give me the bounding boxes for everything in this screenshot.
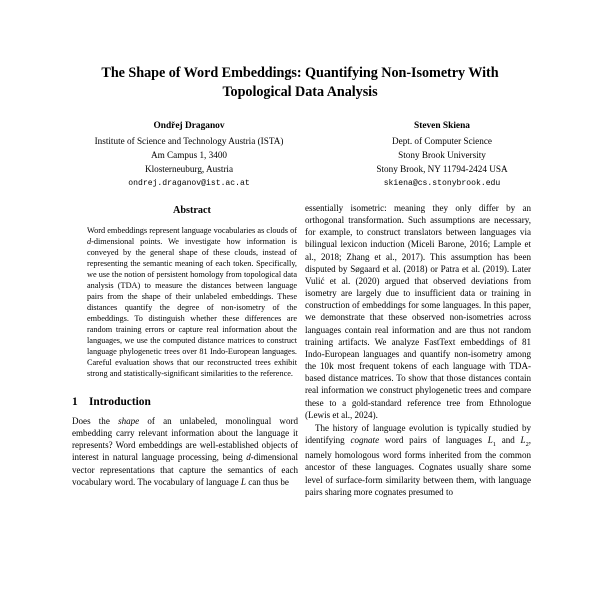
column-left: [72, 202, 298, 600]
page-title: The Shape of Word Embeddings: Quantifying Non-Isometry With Topological Data Analysis: [101, 65, 499, 100]
author-entry-0: [47, 119, 331, 190]
body-columns: [0, 202, 600, 600]
author-name: Ondřej Draganov: [153, 121, 225, 132]
author-email[interactable]: skiena@cs.stonybrook.edu: [383, 179, 501, 189]
author-affiliation-line: Am Campus 1, 3400: [150, 150, 228, 161]
section-heading-introduction: [72, 396, 298, 408]
abstract-section: [87, 205, 297, 379]
author-block: [0, 119, 600, 190]
author-affiliation-line: Dept. of Computer Science: [391, 136, 492, 147]
author-affiliation-line: Stony Brook University: [398, 150, 486, 161]
author-email[interactable]: ondrej.draganov@ist.ac.at: [128, 179, 250, 189]
column-right: [305, 202, 531, 600]
abstract-heading: Abstract: [173, 205, 211, 216]
paragraph-intro-right-1: essentially isometric: meaning they only differ by an orthogonal transformation. Such assumptions are necessary, for example, to construct translators between languages via bilingual lexicon induction (Miceli Barone, 2016; Lample et al., 2018; Zhang et al., 2017). This assumption has been disputed by Søgaard et al. (2018) or Patra et al. (2019). Later Vulić et al. (2020) argued that observed deviations from isometry are largely due to insufficient data or training in construction of embeddings for some languages. In this paper, we demonstrate that these observed non-isometries across languages contain real information and are thus not random training artifacts. We analyze FastText embeddings of 81 Indo-European languages and quantify non-isometry among the 10k most frequent tokens of each language with TDA-based distance matrices. To show that those distances contain real information we construct phylogenetic trees and compare these to a gold-standard reference tree from Ethnologue (Lewis et al., 2024).: [305, 203, 531, 420]
abstract-text: Word embeddings represent language vocabularies as clouds of d-dimensional points. We investigate how information is conveyed by the general shape of these clouds, instead of representing the semantic meaning of each token. Specifically, we use the notion of persistent homology from topological data analysis (TDA) to measure the distances between language pairs from the shape of their unlabeled embeddings. These distances quantify the degree of non-isometry of the embeddings. To distinguish whether these differences are random training errors or capture real information about the languages, we use the computed distance matrices to construct language phylogenetic trees over 81 Indo-European languages. Careful evaluation shows that our reconstructed trees exhibit strong and statistically-significant similarities to the reference.: [87, 226, 297, 378]
section-title: Introduction: [89, 396, 151, 408]
author-affiliation-line: Klosterneuburg, Austria: [144, 164, 234, 175]
paragraph-intro-left: Does the shape of an unlabeled, monolingual word embedding carry relevant information about the language it represents? Word embeddings are well-established objects of interest in natural language processing, being d-dimensional vector representations that capture the semantics of each vocabulary word. The vocabulary of language L can thus be: [72, 416, 298, 487]
author-affiliation-line: Institute of Science and Technology Austria (ISTA): [94, 136, 284, 147]
section-number: 1: [72, 396, 78, 408]
title-block: [0, 0, 600, 101]
author-affiliation-line: Stony Brook, NY 11794-2424 USA: [376, 164, 508, 175]
author-name: Steven Skiena: [414, 121, 470, 132]
author-entry-1: [331, 119, 553, 190]
paragraph-intro-right-2: The history of language evolution is typically studied by identifying cognate word pairs of languages $L_1$ and $L_2$, namely homologous word forms inherited from the common ancestor of these languages. Cognates usually share some level of surface-form similarity between them, with language pairs sharing more cognates presumed to: [305, 422, 531, 497]
